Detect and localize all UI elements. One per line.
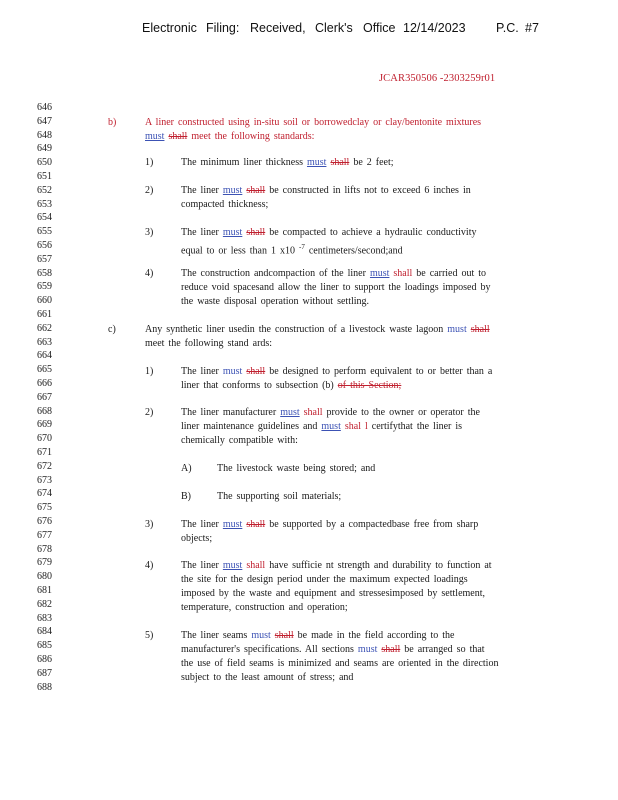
line-number: 677 (37, 529, 52, 541)
item-c2-number: 2) (145, 407, 154, 418)
item-c4-line1: The liner must shall have sufficie nt strength and durability to function at (181, 560, 492, 571)
line-number: 676 (37, 516, 52, 527)
header-pc-label: P.C. (496, 21, 519, 35)
line-number: 671 (37, 447, 52, 458)
section-c-line1: Any synthetic liner usedin the construction of a livestock waste lagoon must shall (145, 324, 490, 335)
item-b2-line2: compacted thickness; (181, 199, 269, 210)
line-number: 670 (37, 433, 52, 445)
header-clerk: Clerk's (315, 21, 353, 35)
item-b4-number: 4) (145, 268, 154, 279)
item-b4-line1: The construction andcompaction of the liner must shall be carried out to (181, 268, 487, 279)
line-number: 653 (37, 198, 52, 210)
line-number: 658 (37, 267, 52, 279)
line-number: 659 (37, 281, 52, 293)
subitem-b-label: B) (181, 491, 191, 502)
item-c5-line1: The liner seams must shall be made in the field according to the (181, 630, 455, 641)
document-code: JCAR350506 -2303259r01 (379, 73, 496, 84)
item-b3-number: 3) (145, 227, 154, 238)
line-number: 672 (37, 460, 52, 472)
item-c2-line3: chemically compatible with: (181, 435, 298, 446)
item-c2-line2: liner maintenance guidelines and must shal l certifythat the liner is (181, 421, 463, 432)
line-number: 654 (37, 212, 52, 224)
line-number: 648 (37, 129, 52, 141)
section-c-line2: meet the following stand ards: (145, 338, 273, 349)
line-number: 681 (37, 585, 52, 596)
section-b-line2: must shall meet the following standards: (145, 131, 315, 142)
line-number: 652 (37, 184, 52, 196)
item-c5-line2: manufacturer's specifications. All sections must shall be arranged so that (181, 644, 485, 655)
subitem-a-text: The livestock waste being stored; and (217, 463, 376, 474)
header-pc-number: #7 (525, 21, 539, 35)
line-number: 669 (37, 419, 52, 431)
line-number: 664 (37, 350, 52, 362)
line-number: 675 (37, 502, 52, 514)
line-number: 649 (37, 143, 52, 155)
header-filing: Filing: (206, 21, 240, 35)
line-number: 686 (37, 654, 52, 665)
item-c2-line1: The liner manufacturer must shall provide to the owner or operator the (181, 407, 480, 418)
item-c4-line3: imposed by the waste and equipment and stressesimposed by settlement, (181, 588, 485, 599)
header-office: Office (363, 21, 396, 35)
item-b4-line2: reduce void spacesand allow the liner to support the loadings imposed by (181, 282, 491, 293)
item-c4-line2: the site for the design period under the maximum expected loadings (181, 574, 468, 585)
item-c1-number: 1) (145, 366, 154, 377)
line-number: 687 (37, 667, 52, 679)
item-c3-line2: objects; (181, 533, 213, 544)
item-c1-line2: liner that conforms to subsection (b) of this Section; (181, 380, 402, 391)
subitem-b-text: The supporting soil materials; (217, 491, 342, 502)
line-number: 657 (37, 253, 52, 265)
section-c-label: c) (108, 324, 116, 335)
line-number: 678 (37, 543, 52, 555)
line-number: 667 (37, 391, 52, 403)
line-number: 655 (37, 226, 52, 238)
line-number: 673 (37, 474, 52, 486)
item-b3-line2: equal to or less than 1 x10 $^{-7}$ centimeters/second;and (181, 243, 403, 257)
line-number: 685 (37, 640, 52, 652)
line-number: 684 (37, 626, 52, 638)
item-c5-number: 5) (145, 630, 154, 641)
line-number: 665 (37, 364, 52, 376)
item-c5-line3: the use of field seams is minimized and seams are oriented in the direction (181, 658, 499, 669)
item-c4-line4: temperature, construction and operation; (181, 602, 348, 613)
item-b1-line1: The minimum liner thickness must shall be 2 feet; (181, 157, 394, 168)
line-number: 650 (37, 157, 52, 169)
line-number: 668 (37, 405, 52, 417)
header-received: Received, (250, 21, 306, 35)
subitem-a-label: A) (181, 463, 192, 474)
item-c3-line1: The liner must shall be supported by a compactedbase free from sharp (181, 519, 479, 530)
line-number: 660 (37, 295, 52, 307)
header-date: 12/14/2023 (403, 21, 466, 35)
header-electronic: Electronic (142, 21, 197, 35)
line-number: 666 (37, 378, 52, 389)
item-c3-number: 3) (145, 519, 154, 530)
filing-header (0, 21, 618, 37)
line-number: 682 (37, 598, 52, 610)
section-b-line1: A liner constructed using in-situ soil or borrowedclay or clay/bentonite mixtures (145, 117, 482, 128)
item-b1-number: 1) (145, 157, 154, 168)
item-b3-line1: The liner must shall be compacted to achieve a hydraulic conductivity (181, 227, 477, 238)
item-c5-line4: subject to the least amount of stress; and (181, 672, 354, 683)
item-c4-number: 4) (145, 560, 154, 571)
line-number: 651 (37, 171, 52, 182)
line-number: 663 (37, 336, 52, 348)
item-c1-line1: The liner must shall be designed to perform equivalent to or better than a (181, 366, 493, 377)
line-number: 674 (37, 488, 52, 500)
line-number: 683 (37, 612, 52, 624)
line-number: 656 (37, 240, 52, 251)
item-b4-line3: the waste disposal operation without settling. (181, 296, 370, 307)
line-number: 647 (37, 115, 52, 127)
item-b2-number: 2) (145, 185, 154, 196)
line-number: 680 (37, 571, 52, 583)
section-b-label: b) (108, 117, 117, 128)
line-number: 661 (37, 309, 52, 320)
line-number: 688 (37, 681, 52, 693)
line-number: 679 (37, 557, 52, 569)
line-number: 662 (37, 322, 52, 334)
item-b2-line1: The liner must shall be constructed in lifts not to exceed 6 inches in (181, 185, 471, 196)
line-number: 646 (37, 102, 52, 113)
